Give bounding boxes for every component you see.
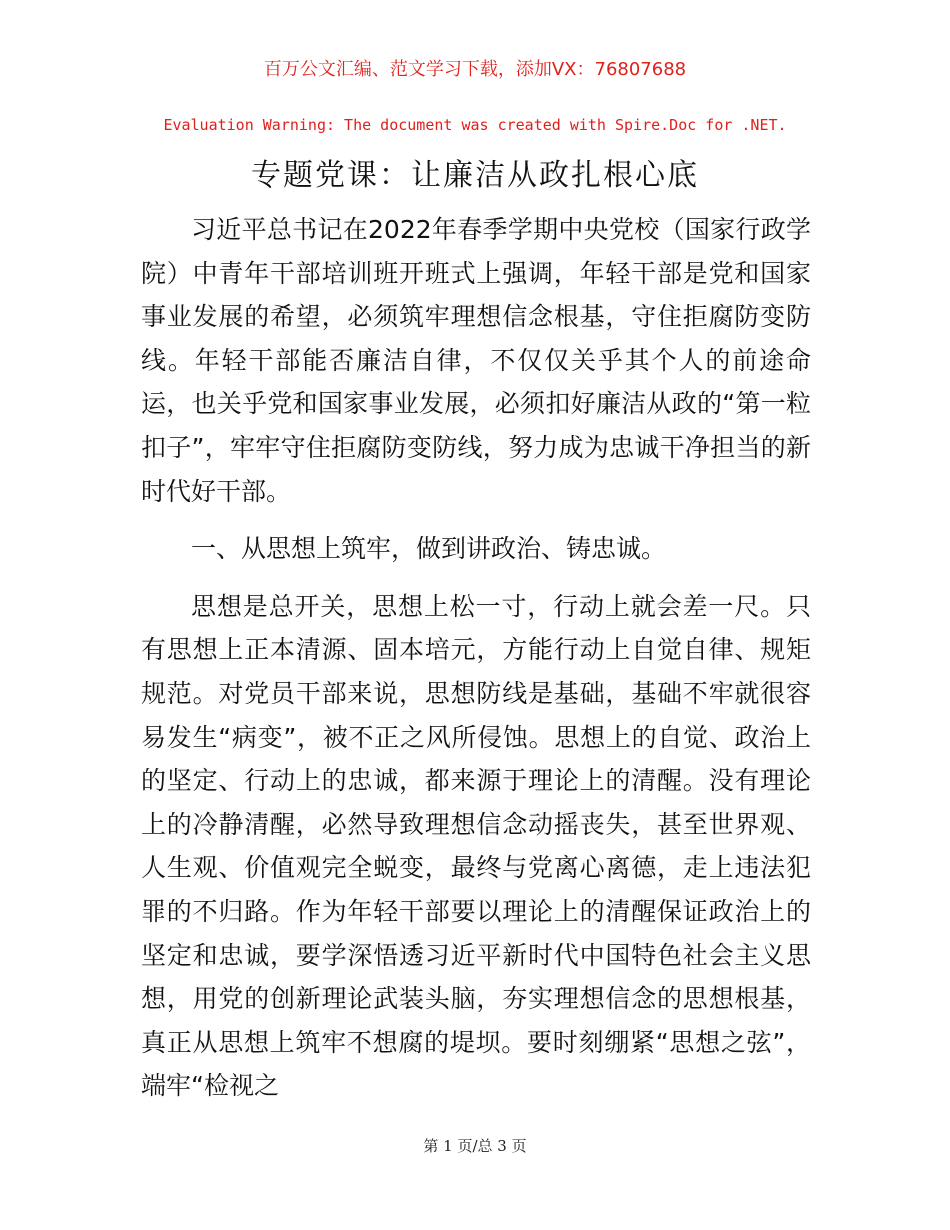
evaluation-warning: Evaluation Warning: The document was created with Spire.Doc for .NET.: [163, 116, 787, 134]
document-body: [141, 208, 811, 1108]
section-heading-1: 一、从思想上筑牢，做到讲政治、铸忠诚。: [191, 534, 667, 564]
header-ad-banner: 百万公文汇编、范文学习下载，添加VX：76807688: [263, 59, 687, 80]
paragraph-intro: 习近平总书记在2022年春季学期中央党校（国家行政学院）中青年干部培训班开班式上强调，年轻干部是党和国家事业发展的希望，必须筑牢理想信念根基，守住拒腐防变防线。年轻干部能否廉洁自律，不仅仅关乎其个人的前途命运，也关乎党和国家事业发展，必须扣好廉洁从政的“第一粒扣子”，牢牢守住拒腐防变防线，努力成为忠诚干净担当的新时代好干部。: [141, 215, 811, 506]
page-number-footer: 第 1 页/总 3 页: [423, 1137, 527, 1155]
document-title: 专题党课：让廉洁从政扎根心底: [251, 158, 699, 193]
paragraph-section-1: 思想是总开关，思想上松一寸，行动上就会差一尺。只有思想上正本清源、固本培元，方能行动上自觉自律、规矩规范。对党员干部来说，思想防线是基础，基础不牢就很容易发生“病变”，被不正之风所侵蚀。思想上的自觉、政治上的坚定、行动上的忠诚，都来源于理论上的清醒。没有理论上的冷静清醒，必然导致理想信念动摇丧失，甚至世界观、人生观、价值观完全蜕变，最终与党离心离德，走上违法犯罪的不归路。作为年轻干部要以理论上的清醒保证政治上的坚定和忠诚，要学深悟透习近平新时代中国特色社会主义思想，用党的创新理论武装头脑，夯实理想信念的思想根基，真正从思想上筑牢不想腐的堤坝。要时刻绷紧“思想之弦”，端牢“检视之: [141, 591, 811, 1101]
